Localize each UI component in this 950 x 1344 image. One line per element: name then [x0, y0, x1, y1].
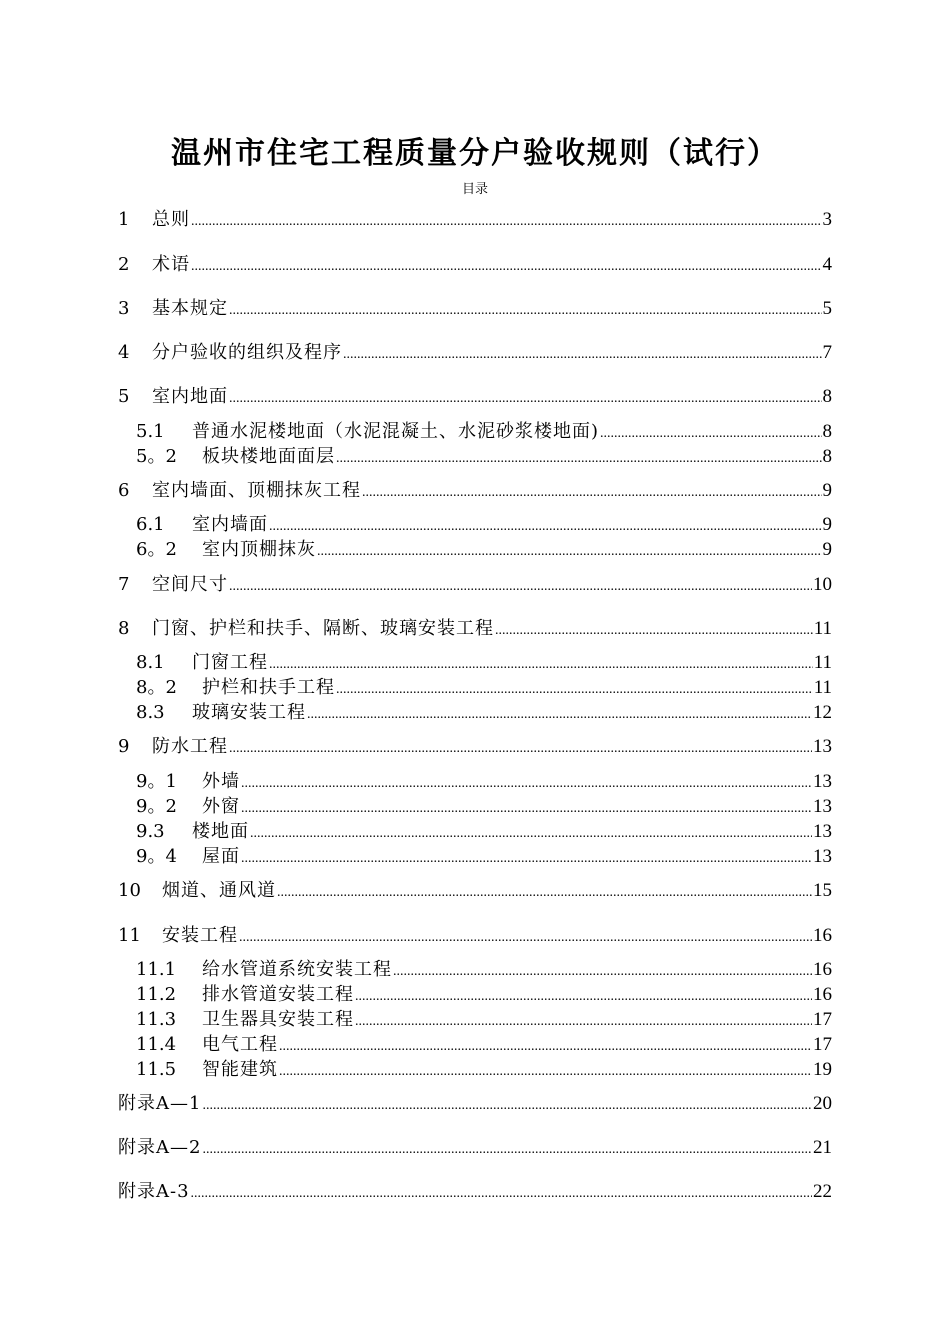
toc-entry-page: 13: [813, 771, 832, 792]
toc-entry[interactable]: [136, 820, 832, 846]
toc-entry-number: 11.2: [136, 984, 177, 1005]
toc-entry-number: 10: [118, 880, 141, 901]
toc-leader-dots: [250, 822, 812, 846]
toc-entry-title: 防水工程: [152, 736, 228, 757]
toc-entry[interactable]: [136, 958, 832, 984]
toc-entry-title: 附录A-3: [118, 1181, 190, 1202]
toc-entry[interactable]: [136, 795, 832, 821]
toc-entry-page: 16: [813, 959, 832, 980]
toc-entry-number: 6.1: [136, 514, 165, 535]
toc-leader-dots: [277, 881, 812, 905]
toc-entry-page: 8: [822, 446, 832, 467]
toc-entry-title: 楼地面: [192, 821, 249, 842]
toc-leader-dots: [336, 678, 813, 702]
toc-entry-number: 9。4: [136, 846, 177, 867]
toc-entry-number: 7: [118, 574, 130, 595]
toc-entry[interactable]: [136, 770, 832, 796]
toc-entry[interactable]: [118, 617, 832, 643]
toc-entry-title: 玻璃安装工程: [192, 702, 306, 723]
toc-leader-dots: [191, 255, 822, 279]
toc-leader-dots: [355, 985, 812, 1009]
toc-entry-page: 21: [813, 1137, 832, 1158]
toc-entry-page: 13: [813, 736, 832, 757]
toc-entry-title: 普通水泥楼地面（水泥混凝土、水泥砂浆楼地面): [192, 421, 600, 442]
toc-entry-page: 17: [813, 1009, 832, 1030]
toc-entry[interactable]: [136, 1008, 832, 1034]
toc-entry[interactable]: [136, 701, 832, 727]
toc-leader-dots: [307, 703, 812, 727]
toc-leader-dots: [191, 210, 822, 234]
toc-entry-page: 8: [822, 386, 832, 407]
toc-entry-page: 9: [822, 539, 832, 560]
toc-entry-appendix[interactable]: [118, 1092, 832, 1118]
toc-leader-dots: [229, 387, 822, 411]
toc-leader-dots: [317, 540, 822, 564]
toc-entry[interactable]: [118, 208, 832, 234]
toc-entry[interactable]: [136, 676, 832, 702]
toc-entry-page: 16: [813, 925, 832, 946]
toc-entry-title: 室内墙面: [192, 514, 268, 535]
toc-leader-dots: [229, 575, 812, 599]
toc-entry-number: 5。2: [136, 446, 177, 467]
toc-leader-dots: [202, 1094, 812, 1118]
toc-entry-number: 6。2: [136, 539, 177, 560]
toc-entry-title: 烟道、通风道: [162, 880, 276, 901]
toc-entry-page: 11: [813, 618, 832, 639]
toc-leader-dots: [239, 926, 812, 950]
toc-entry-page: 4: [822, 254, 832, 275]
toc-entry-number: 4: [118, 342, 130, 363]
toc-entry-page: 19: [813, 1059, 832, 1080]
toc-entry-title: 安装工程: [162, 925, 238, 946]
toc-entry[interactable]: [118, 297, 832, 323]
toc-leader-dots: [362, 481, 822, 505]
toc-entry-title: 门窗、护栏和扶手、隔断、玻璃安装工程: [152, 618, 494, 639]
toc-entry-page: 10: [813, 574, 832, 595]
toc-leader-dots: [336, 447, 822, 471]
toc-entry[interactable]: [118, 385, 832, 411]
toc-entry[interactable]: [118, 573, 832, 599]
toc-entry-number: 5.1: [136, 421, 165, 442]
toc-entry[interactable]: [118, 341, 832, 367]
toc-entry-title: 智能建筑: [202, 1059, 278, 1080]
document-title: 温州市住宅工程质量分户验收规则（试行）: [171, 136, 779, 171]
toc-entry-title: 卫生器具安装工程: [202, 1009, 354, 1030]
toc-entry[interactable]: [136, 513, 832, 539]
toc-entry-title: 附录A—1: [118, 1093, 202, 1114]
toc-entry[interactable]: [118, 479, 832, 505]
toc-entry-title: 附录A—2: [118, 1137, 202, 1158]
toc-leader-dots: [241, 847, 812, 871]
toc-entry-number: 1: [118, 209, 130, 230]
toc-entry[interactable]: [136, 420, 832, 446]
toc-entry-number: 9.3: [136, 821, 165, 842]
toc-entry-title: 给水管道系统安装工程: [202, 959, 392, 980]
toc-entry[interactable]: [136, 1033, 832, 1059]
toc-entry-title: 门窗工程: [192, 652, 268, 673]
toc-entry-title: 板块楼地面面层: [202, 446, 335, 467]
toc-entry-page: 9: [822, 480, 832, 501]
toc-entry[interactable]: [136, 445, 832, 471]
toc-entry-number: 2: [118, 254, 130, 275]
toc-leader-dots: [495, 619, 813, 643]
toc-entry[interactable]: [118, 924, 832, 950]
toc-entry-number: 8。2: [136, 677, 177, 698]
toc-entry-page: 5: [822, 298, 832, 319]
toc-entry-page: 9: [822, 514, 832, 535]
toc-leader-dots: [191, 1182, 812, 1206]
toc-entry-title: 室内墙面、顶棚抹灰工程: [152, 480, 361, 501]
toc-entry-appendix[interactable]: [118, 1136, 832, 1162]
toc-entry[interactable]: [118, 735, 832, 761]
toc-entry-number: 11.3: [136, 1009, 177, 1030]
toc-entry-title: 电气工程: [202, 1034, 278, 1055]
toc-entry[interactable]: [118, 879, 832, 905]
toc-leader-dots: [229, 737, 812, 761]
toc-entry-number: 11.4: [136, 1034, 177, 1055]
toc-leader-dots: [241, 797, 812, 821]
toc-entry-title: 排水管道安装工程: [202, 984, 354, 1005]
toc-entry-page: 20: [813, 1093, 832, 1114]
toc-entry-page: 3: [822, 209, 832, 230]
toc-entry[interactable]: [136, 845, 832, 871]
toc-leader-dots: [600, 422, 821, 446]
toc-entry-title: 外墙: [202, 771, 240, 792]
toc-entry-page: 17: [813, 1034, 832, 1055]
toc-entry-title: 基本规定: [152, 298, 228, 319]
toc-entry-title: 总则: [152, 209, 190, 230]
toc-entry-number: 8: [118, 618, 130, 639]
toc-entry-page: 11: [813, 677, 832, 698]
toc-entry-title: 分户验收的组织及程序: [152, 342, 342, 363]
toc-leader-dots: [202, 1138, 812, 1162]
toc-leader-dots: [241, 772, 812, 796]
toc-entry[interactable]: [136, 538, 832, 564]
toc-entry-page: 15: [813, 880, 832, 901]
toc-entry-title: 室内地面: [152, 386, 228, 407]
toc-entry-page: 22: [813, 1181, 832, 1202]
toc-entry-number: 6: [118, 480, 130, 501]
toc-entry-page: 7: [822, 342, 832, 363]
toc-heading: 目录: [461, 182, 488, 197]
toc-entry-title: 术语: [152, 254, 190, 275]
toc-entry-title: 室内顶棚抹灰: [202, 539, 316, 560]
toc-leader-dots: [229, 299, 822, 323]
toc-entry-number: 3: [118, 298, 130, 319]
toc-entry[interactable]: [118, 253, 832, 279]
toc-leader-dots: [279, 1060, 812, 1084]
toc-entry-title: 外窗: [202, 796, 240, 817]
toc-leader-dots: [393, 960, 812, 984]
toc-entry-number: 9: [118, 736, 130, 757]
toc-leader-dots: [355, 1010, 812, 1034]
toc-leader-dots: [279, 1035, 812, 1059]
toc-entry-appendix[interactable]: [118, 1180, 832, 1206]
toc-entry-page: 16: [813, 984, 832, 1005]
toc-entry-number: 11.1: [136, 959, 177, 980]
toc-entry-number: 8.1: [136, 652, 165, 673]
toc-leader-dots: [343, 343, 822, 367]
toc-entry-number: 11.5: [136, 1059, 177, 1080]
toc-entry-title: 屋面: [202, 846, 240, 867]
toc-entry-page: 13: [813, 846, 832, 867]
toc-entry-page: 11: [813, 652, 832, 673]
toc-entry-page: 13: [813, 821, 832, 842]
toc-entry-page: 13: [813, 796, 832, 817]
toc-entry[interactable]: [136, 983, 832, 1009]
toc-entry[interactable]: [136, 651, 832, 677]
toc-entry-number: 8.3: [136, 702, 165, 723]
toc-entry-title: 护栏和扶手工程: [202, 677, 335, 698]
toc-leader-dots: [269, 515, 822, 539]
toc-leader-dots: [269, 653, 813, 677]
toc-entry-number: 5: [118, 386, 130, 407]
toc-entry-number: 11: [118, 925, 141, 946]
toc-entry[interactable]: [136, 1058, 832, 1084]
toc-entry-page: 8: [822, 421, 832, 442]
toc-entry-title: 空间尺寸: [152, 574, 228, 595]
toc-entry-number: 9。2: [136, 796, 177, 817]
toc-entry-page: 12: [813, 702, 832, 723]
toc-entry-number: 9。1: [136, 771, 177, 792]
